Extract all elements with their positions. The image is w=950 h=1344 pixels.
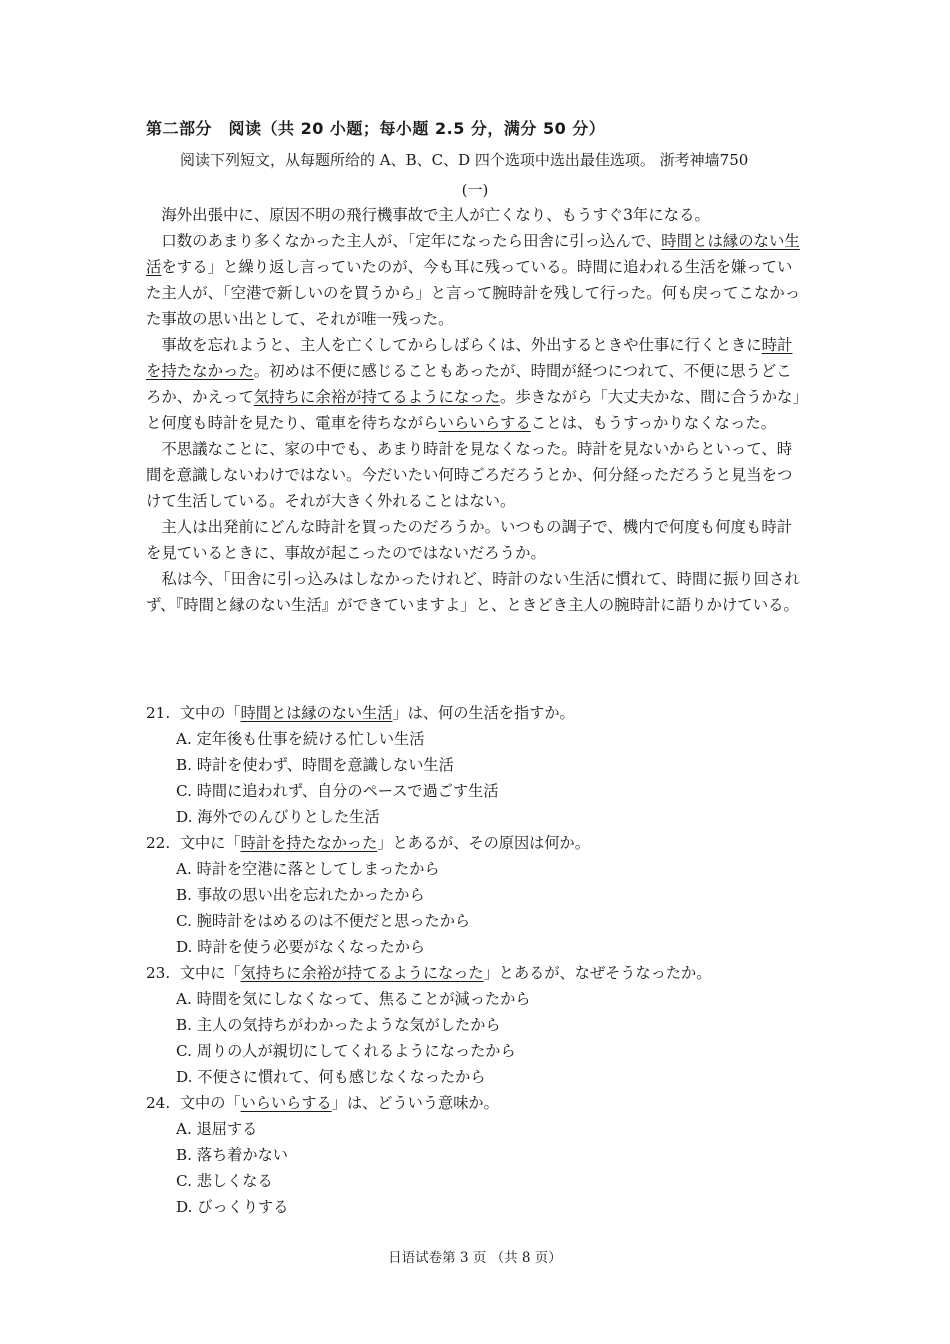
underlined-phrase-22: 時計を持たなかった [146, 336, 793, 380]
option-21-b: B. 時計を使わず、時間を意識しない生活 [176, 756, 454, 774]
option-24-c: C. 悲しくなる [176, 1172, 273, 1190]
paragraph-2: 口数のあまり多くなかった主人が、「定年になったら田舎に引っ込んで、時間とは縁のない生活をする」と繰り返し言っていたのが、今も耳に残っている。時間に追われる生活を嫌っていた主人が、「空港で新しいのを買うから」と言って腕時計を残して行った。何も戻ってこなかった事故の思い出として、それが唯一残った。 [146, 232, 801, 328]
paragraph-6: 私は今、「田舎に引っ込みはしなかったけれど、時計のない生活に慣れて、時間に振り回されず、『時間と縁のない生活』ができていますよ」と、ときどき主人の腕時計に語りかけている。 [146, 570, 800, 614]
paragraph-4: 不思議なことに、家の中でも、あまり時計を見なくなった。時計を見ないからといって、時間を意識しないわけではない。今だいたい何時ごろだろうとか、何分経っただろうと見当をつけて生活している。それが大きく外れることはない。 [146, 440, 793, 510]
option-21-d: D. 海外でのんびりとした生活 [176, 808, 380, 826]
paragraph-1: 海外出張中に、原因不明の飛行機事故で主人が亡くなり、もうすぐ3年になる。 [161, 206, 710, 224]
option-23-a: A. 時間を気にしなくなって、焦ることが減ったから [176, 990, 531, 1008]
option-23-b: B. 主人の気持ちがわかったような気がしたから [176, 1016, 501, 1034]
paragraph-5: 主人は出発前にどんな時計を買ったのだろうか。いつもの調子で、機内で何度も何度も時計を見ているときに、事故が起こったのではないだろうか。 [146, 518, 793, 562]
option-21-c: C. 時間に追われず、自分のペースで過ごす生活 [176, 782, 499, 800]
question-24: 24. 文中の「いらいらする」は、どういう意味か。 [146, 1094, 499, 1112]
option-23-c: C. 周りの人が親切にしてくれるようになったから [176, 1042, 516, 1060]
instructions: 阅读下列短文，从每题所给的 A、B、C、D 四个选项中选出最佳选项。 浙考神墙750 [180, 151, 749, 169]
underlined-phrase-21: 時間とは縁のない生活 [146, 232, 800, 276]
question-list [146, 700, 826, 1220]
option-21-a: A. 定年後も仕事を続ける忙しい生活 [176, 730, 425, 748]
reading-passage [146, 202, 806, 618]
option-22-a: A. 時計を空港に落としてしまったから [176, 860, 440, 878]
option-22-d: D. 時計を使う必要がなくなったから [176, 938, 426, 956]
question-23: 23. 文中に「気持ちに余裕が持てるようになった」とあるが、なぜそうなったか。 [146, 964, 712, 982]
option-24-a: A. 退屈する [176, 1120, 258, 1138]
option-22-b: B. 事故の思い出を忘れたかったから [176, 886, 425, 904]
passage-number: (一) [461, 181, 489, 199]
underlined-phrase-24: いらいらする [438, 414, 531, 432]
underlined-phrase-23: 気持ちに余裕が持てるようになった [253, 388, 501, 406]
question-22: 22. 文中に「時計を持たなかった」とあるが、その原因は何か。 [146, 834, 590, 852]
option-24-d: D. びっくりする [176, 1198, 289, 1216]
paragraph-3: 事故を忘れようと、主人を亡くしてからしばらくは、外出するときや仕事に行くときに時計を持たなかった。初めは不便に感じることもあったが、時間が経つにつれて、不便に思うどころか、かえって気持ちに余裕が持てるようになった。歩きながら「大丈夫かな、間に合うかな」と何度も時計を見たり、電車を待ちながらいらいらすることは、もうすっかりなくなった。 [146, 336, 801, 432]
section-title: 第二部分 阅读（共 20 小题；每小题 2.5 分，满分 50 分） [146, 119, 606, 138]
option-22-c: C. 腕時計をはめるのは不便だと思ったから [176, 912, 471, 930]
page-footer: 日语试卷第 3 页 （共 8 页） [388, 1250, 562, 1266]
option-24-b: B. 落ち着かない [176, 1146, 288, 1164]
question-21: 21. 文中の「時間とは縁のない生活」は、何の生活を指すか。 [146, 704, 575, 722]
option-23-d: D. 不便さに慣れて、何も感じなくなったから [176, 1068, 486, 1086]
